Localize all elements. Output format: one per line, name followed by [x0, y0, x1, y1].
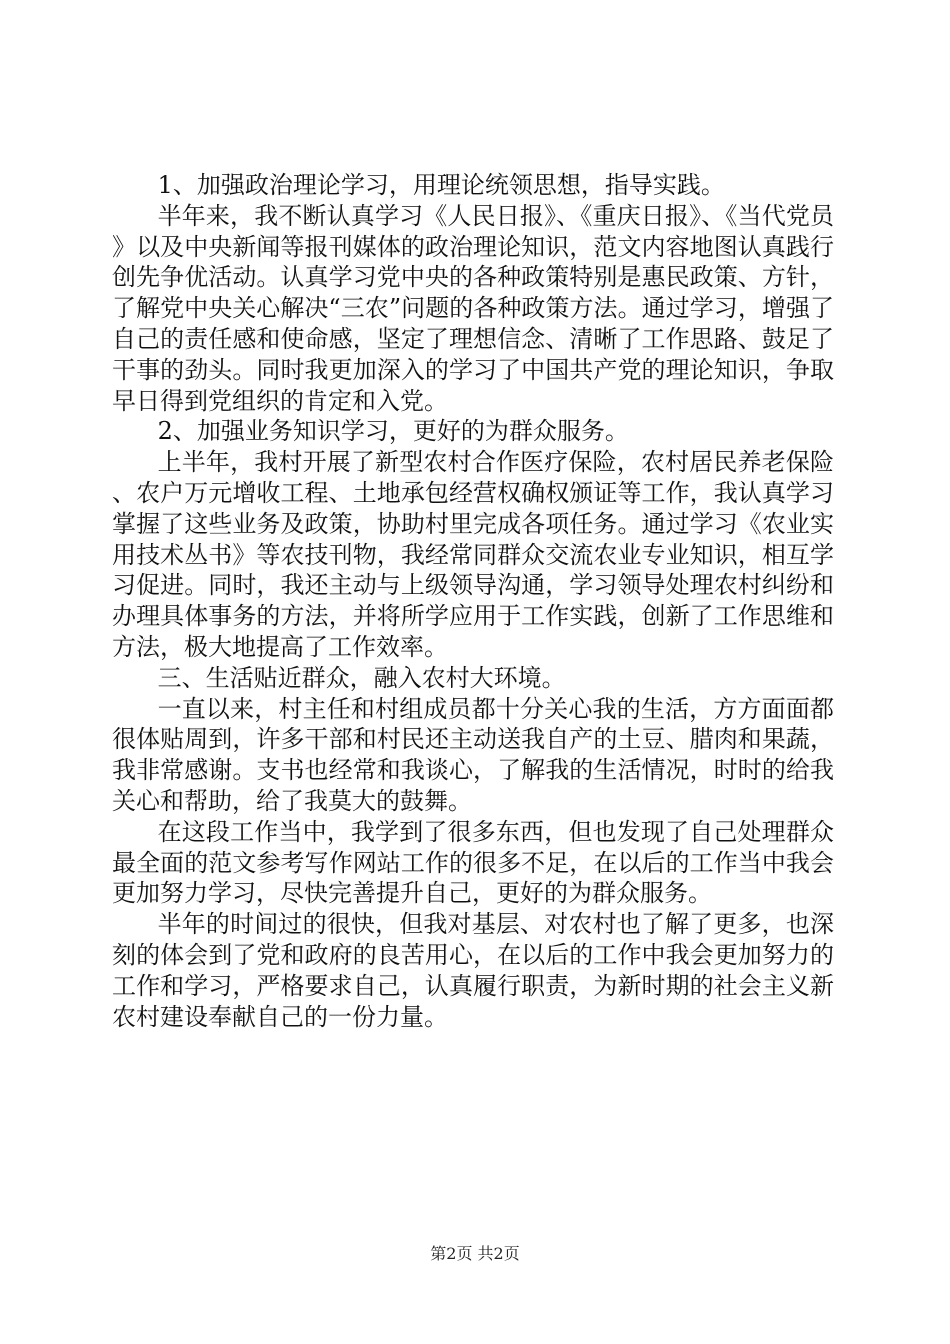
- paragraph-1: 1、加强政治理论学习，用理论统领思想，指导实践。: [157, 171, 725, 199]
- document-body: [112, 170, 834, 1032]
- paragraph-3: 2、加强业务知识学习，更好的为群众服务。: [157, 417, 629, 446]
- paragraph-6: 一直以来，村主任和村组成员都十分关心我的生活，方方面面都很体贴周到，许多干部和村民还主动送我自产的土豆、腊肉和果蔬，我非常感谢。支书也经常和我谈心，了解我的生活情况，时时的给我关心和帮助，给了我莫大的鼓舞。: [112, 694, 834, 815]
- paragraph-7: 在这段工作当中，我学到了很多东西，但也发现了自己处理群众最全面的范文参考写作网站工作的很多不足，在以后的工作当中我会更加努力学习，尽快完善提升自己，更好的为群众服务。: [112, 817, 834, 908]
- paragraph-8: 半年的时间过的很快，但我对基层、对农村也了解了更多，也深刻的体会到了党和政府的良苦用心，在以后的工作中我会更加努力的工作和学习，严格要求自己，认真履行职责，为新时期的社会主义新农村建设奉献自己的一份力量。: [112, 910, 834, 1031]
- page-footer: 第2页 共2页: [430, 1244, 520, 1263]
- paragraph-2: 半年来，我不断认真学习《人民日报》、《重庆日报》、《当代党员》以及中央新闻等报刊媒体的政治理论知识，范文内容地图认真践行创先争优活动。认真学习党中央的各种政策特别是惠民政策、方针，了解党中央关心解决“三农”问题的各种政策方法。通过学习，增强了自己的责任感和使命感，坚定了理想信念、清晰了工作思路、鼓足了干事的劲头。同时我更加深入的学习了中国共产党的理论知识，争取早日得到党组织的肯定和入党。: [112, 201, 834, 415]
- paragraph-4: 上半年，我村开展了新型农村合作医疗保险，农村居民养老保险、农户万元增收工程、土地承包经营权确权颁证等工作，我认真学习掌握了这些业务及政策，协助村里完成各项任务。通过学习《农业实用技术丛书》等农技刊物，我经常同群众交流农业专业知识，相互学习促进。同时，我还主动与上级领导沟通，学习领导处理农村纠纷和办理具体事务的方法，并将所学应用于工作实践，创新了工作思维和方法，极大地提高了工作效率。: [112, 448, 834, 661]
- paragraph-5: 三、生活贴近群众，融入农村大环境。: [157, 663, 566, 692]
